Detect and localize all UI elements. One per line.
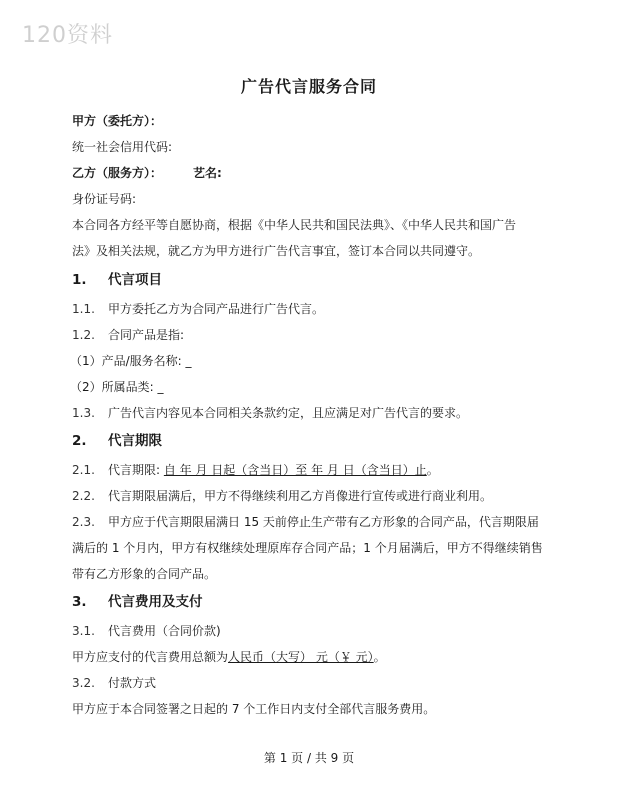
clause-number: 3.1. — [72, 624, 95, 638]
clause-3-2 — [72, 674, 156, 692]
product-name-item: （1）产品/服务名称: _ — [70, 354, 192, 368]
clause-number: 3.2. — [72, 676, 95, 690]
clause-number: 2.3. — [72, 515, 95, 529]
party-a-label: 甲方（委托方）： — [72, 114, 163, 128]
clause-number: 2.1. — [72, 463, 95, 477]
clause-number: 1.1. — [72, 302, 95, 316]
party-b-label: 乙方（服务方）： — [72, 166, 163, 180]
term-period-blank: 自 年 月 日起（含当日）至 年 月 日（含当日）止 — [163, 463, 427, 477]
credit-code-label: 统一社会信用代码: — [72, 140, 173, 154]
payment-terms-line: 甲方应于本合同签署之日起的 7 个工作日内支付全部代言服务费用。 — [72, 702, 436, 716]
clause-number: 1.2. — [72, 328, 95, 342]
section-title: 代言期限 — [108, 433, 162, 449]
clause-2-3-line3: 带有乙方形象的合同产品。 — [72, 567, 217, 581]
section-2-heading — [72, 431, 162, 451]
fee-prefix: 甲方应支付的代言费用总额为 — [72, 650, 229, 664]
watermark: 120资料 — [22, 23, 113, 48]
document-title: 广告代言服务合同 — [240, 77, 377, 96]
clause-text: 代言费用（合同价款) — [108, 624, 221, 638]
section-1-heading — [72, 270, 162, 290]
section-title: 代言项目 — [108, 272, 162, 288]
section-number: 1. — [72, 272, 87, 288]
clause-number: 1.3. — [72, 406, 95, 420]
clause-text: 付款方式 — [108, 676, 157, 690]
product-category-item: （2）所属品类: _ — [70, 380, 164, 394]
section-3-heading — [72, 592, 203, 612]
section-number: 3. — [72, 594, 87, 610]
clause-text: 代言期限: — [108, 463, 164, 477]
stage-name-label: 艺名: — [193, 166, 222, 180]
clause-suffix: 。 — [426, 463, 439, 477]
clause-1-3 — [72, 404, 468, 422]
clause-2-2 — [72, 487, 492, 505]
clause-number: 2.2. — [72, 489, 95, 503]
clause-3-1 — [72, 622, 221, 640]
clause-1-1 — [72, 300, 324, 318]
clause-2-3-line2: 满后的 1 个月内，甲方有权继续处理原库存合同产品；1 个月届满后，甲方不得继续销售 — [72, 541, 543, 555]
clause-1-2 — [72, 326, 184, 344]
intro-paragraph-line1: 本合同各方经平等自愿协商，根据《中华人民共和国民法典》、《中华人民共和国广告 — [72, 218, 517, 232]
clause-text: 代言期限届满后，甲方不得继续利用乙方肖像进行宣传或进行商业利用。 — [108, 489, 493, 503]
clause-text: 甲方委托乙方为合同产品进行广告代言。 — [108, 302, 325, 316]
clause-2-1 — [72, 461, 439, 479]
clause-text: 甲方应于代言期限届满日 15 天前停止生产带有乙方形象的合同产品，代言期限届 — [108, 515, 539, 529]
id-number-label: 身份证号码: — [72, 192, 137, 206]
fee-total-line — [72, 648, 386, 666]
page-footer: 第 1 页 / 共 9 页 — [263, 751, 355, 765]
fee-suffix: 。 — [373, 650, 386, 664]
section-number: 2. — [72, 433, 87, 449]
fee-amount-blank: 人民币（大写） 元（￥ 元） — [228, 650, 374, 664]
intro-paragraph-line2: 法》及相关法规，就乙方为甲方进行广告代言事宜，签订本合同以共同遵守。 — [72, 244, 481, 258]
clause-2-3 — [72, 513, 539, 531]
section-title: 代言费用及支付 — [108, 594, 203, 610]
clause-text: 广告代言内容见本合同相关条款约定，且应满足对广告代言的要求。 — [108, 406, 469, 420]
clause-text: 合同产品是指: — [108, 328, 185, 342]
